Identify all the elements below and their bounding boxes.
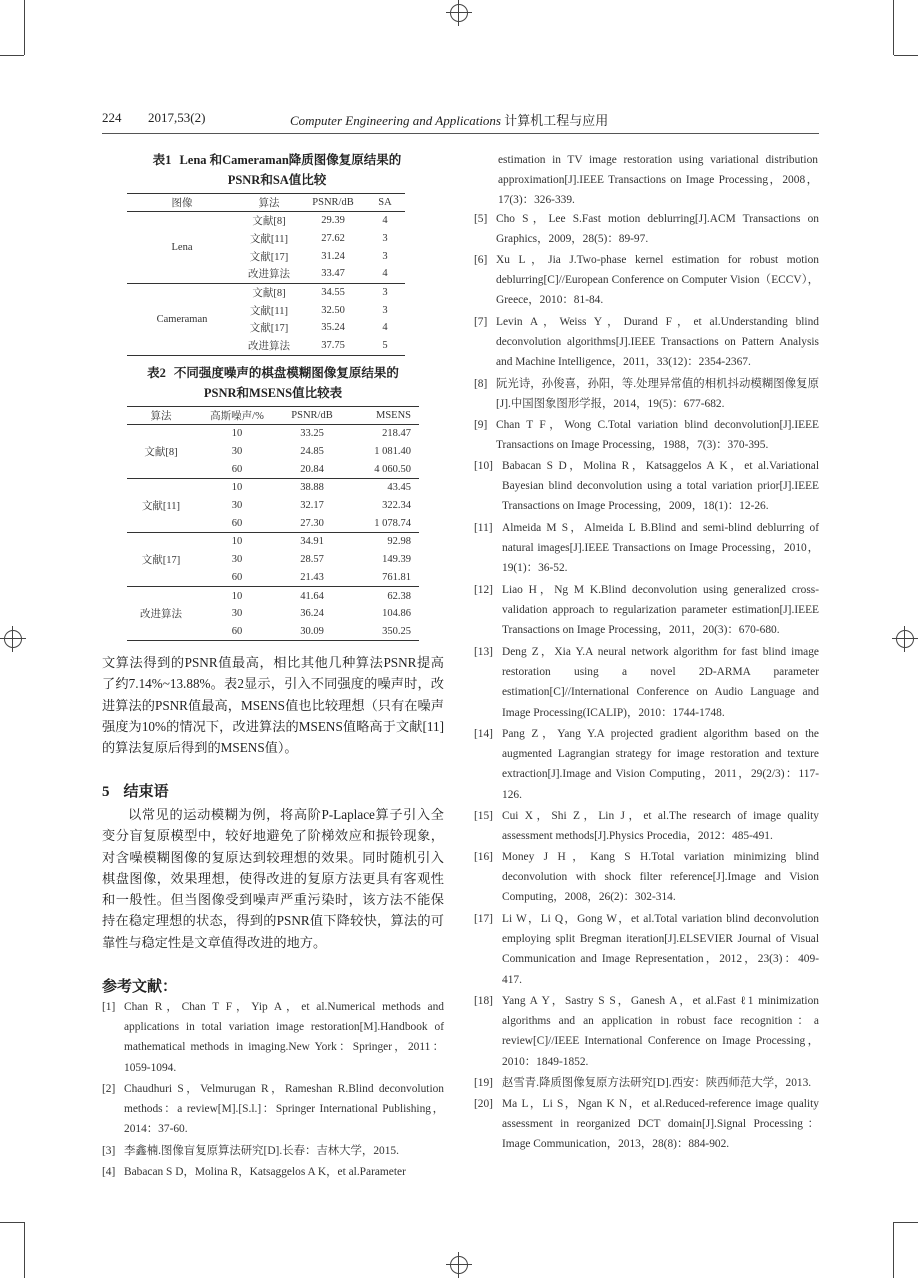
algorithm-cell: 文献[8]	[237, 283, 301, 301]
msens-cell: 62.38	[345, 587, 419, 605]
crop-mark	[24, 1222, 25, 1278]
algorithm-cell: 文献[11]	[127, 479, 195, 533]
psnr-cell: 27.30	[300, 517, 324, 529]
reference-text: Babacan S D，Molina R，Katsaggelos A K，et al.Variational Bayesian blind deconvolution using a total variation prior[J].IEEE Transactions on Image Processing，2009，18(1)：12-26.	[502, 460, 819, 513]
algorithm-cell: 改进算法	[237, 337, 301, 355]
reference-number: [8]	[474, 378, 488, 390]
noise-cell: 60	[231, 517, 243, 529]
algorithm-cell: 文献[8]	[252, 216, 286, 228]
journal-title-cn: 计算机工程与应用	[504, 113, 609, 128]
reference-number: [7]	[474, 316, 488, 328]
algorithm-cell: 文献[17]	[249, 323, 289, 335]
psnr-cell: 20.84	[300, 463, 324, 475]
table-header: MSENS	[345, 407, 419, 425]
table2-caption-line1: 不同强度噪声的棋盘模糊图像复原结果的	[173, 366, 399, 380]
psnr-cell: 32.17	[300, 500, 324, 512]
section-title: 结束语	[123, 784, 169, 800]
table2-caption-line2: PSNR和MSENS值比较表	[203, 386, 343, 400]
registration-mark-icon	[446, 1252, 472, 1278]
reference-item	[474, 724, 819, 805]
reference-number: [5]	[474, 213, 488, 225]
noise-cell: 60	[231, 571, 243, 583]
msens-cell: 4 060.50	[374, 463, 411, 475]
noise-cell: 10	[195, 587, 279, 605]
table-row	[127, 283, 405, 301]
noise-cell: 10	[231, 428, 243, 440]
reference-number: [2]	[102, 1083, 116, 1095]
crop-mark	[893, 0, 894, 55]
reference-number: [15]	[474, 810, 493, 822]
reference-text: Chan T F，Wong C.Total variation blind deconvolution[J].IEEE Transactions on Image Processing，1988，7(3)：370-395.	[496, 419, 819, 452]
reference-item	[474, 991, 819, 1072]
noise-cell: 30	[231, 446, 243, 458]
reference-text: Ma L，Li S，Ngan K N，et al.Reduced-reference image quality assessment in reorganized DCT domain[J].Signal Processing：Image Communication，2013，28(8)：884-902.	[502, 1098, 819, 1151]
reference-number: [19]	[474, 1077, 493, 1089]
psnr-cell: 30.09	[279, 623, 345, 641]
table1	[127, 193, 405, 356]
reference-item	[474, 580, 819, 641]
psnr-cell: 27.62	[321, 233, 345, 245]
reference-text: Yang A Y，Sastry S S，Ganesh A，et al.Fast ℓ1 minimization algorithms and an application in robust face recognition：a review[C]//IEEE International Conference on Image Processing，2010：1849-1852.	[502, 995, 819, 1068]
sa-cell: 4	[382, 322, 388, 334]
sa-cell: 3	[382, 250, 388, 262]
noise-cell: 30	[231, 554, 243, 566]
reference-text: Babacan S D，Molina R，Katsaggelos A K，et al.Parameter	[124, 1166, 406, 1178]
crop-mark	[894, 55, 918, 56]
table-header: PSNR/dB	[301, 194, 365, 212]
noise-cell: 60	[195, 623, 279, 641]
header-rule	[102, 133, 819, 134]
psnr-cell: 33.47	[321, 268, 345, 280]
msens-cell: 104.86	[382, 608, 411, 620]
crop-mark	[893, 1222, 894, 1278]
table-header: SA	[365, 194, 405, 212]
algorithm-cell: 文献[11]	[249, 234, 289, 246]
table2-caption	[127, 363, 419, 403]
psnr-cell: 24.85	[300, 446, 324, 458]
msens-cell: 92.98	[345, 533, 419, 551]
reference-item	[474, 415, 819, 455]
reference-number: [11]	[474, 522, 493, 534]
reference-text: Almeida M S，Almeida L B.Blind and semi-blind deblurring of natural images[J].IEEE Transactions on Image Processing，2010，19(1)：36-52.	[502, 522, 819, 575]
reference-item	[474, 518, 819, 579]
noise-cell: 10	[195, 533, 279, 551]
psnr-cell: 29.39	[321, 215, 345, 227]
reference-item	[102, 1141, 444, 1161]
reference-number: [18]	[474, 995, 493, 1007]
reference-text: Chan R，Chan T F，Yip A，et al.Numerical methods and applications in total variation image restoration[M].Handbook of mathematical methods in imaging.New York：Springer，2011：1059-1094.	[124, 1001, 444, 1074]
msens-cell: 149.39	[382, 554, 411, 566]
journal-title	[290, 110, 608, 129]
crop-mark	[0, 55, 24, 56]
noise-cell: 30	[231, 608, 243, 620]
sa-cell: 4	[382, 268, 388, 280]
reference-number: [3]	[102, 1145, 116, 1157]
reference-number: [20]	[474, 1098, 493, 1110]
psnr-cell: 35.24	[321, 322, 345, 334]
psnr-cell: 34.91	[279, 533, 345, 551]
reference-item	[474, 847, 819, 908]
algorithm-cell: 改进算法	[127, 587, 195, 641]
table-row	[127, 587, 419, 605]
table-row	[127, 425, 419, 443]
reference-item	[474, 1094, 819, 1155]
reference-item	[102, 997, 444, 1078]
table-header: 算法	[127, 407, 195, 425]
reference-number: [12]	[474, 584, 493, 596]
noise-cell: 30	[231, 500, 243, 512]
table-header: PSNR/dB	[279, 407, 345, 425]
msens-cell: 761.81	[382, 571, 411, 583]
reference-number: [9]	[474, 419, 488, 431]
conclusion-paragraph: 以常见的运动模糊为例，将高阶P-Laplace算子引入全变分盲复原模型中，较好地避免了阶梯效应和振铃现象，对含噪模糊图像的复原达到较理想的效果。同时随机引入棋盘图像，效果理想，使得改进的复原方法更具有客观性和一般性。但当图像受到噪声严重污染时，该方法不能保持在稳定理想的状态，得到的PSNR值下降较快，算法的可靠性与稳定性是文章值得改进的地方。	[102, 807, 444, 950]
reference-item	[474, 374, 819, 414]
table-row	[127, 212, 405, 230]
crop-mark	[894, 1222, 918, 1223]
reference-item	[474, 642, 819, 723]
reference-text: Deng Z，Xia Y.A neural network algorithm for fast blind image restoration using a novel 2D-ARMA parameter estimation[C]//International Conference on Audio Language and Image Processing(ICALIP)，2010：1744-1748.	[502, 646, 819, 719]
reference-text: Li W，Li Q，Gong W，et al.Total variation blind deconvolution employing split Bregman iteration[J].ELSEVIER Journal of Visual Communication and Image Representation，2012，23(3)：409-417.	[502, 913, 819, 986]
reference-number: [16]	[474, 851, 493, 863]
table2	[127, 406, 419, 641]
reference-text: 李鑫楠.图像盲复原算法研究[D].长春：吉林大学，2015.	[124, 1145, 399, 1157]
sa-cell: 4	[382, 215, 388, 227]
psnr-cell: 41.64	[279, 587, 345, 605]
noise-cell: 10	[195, 479, 279, 497]
reference-number: [13]	[474, 646, 493, 658]
reference-item	[474, 456, 819, 517]
table1-caption	[127, 150, 427, 190]
sa-cell: 5	[365, 337, 405, 355]
section-number: 5	[102, 784, 110, 800]
sa-cell: 3	[382, 233, 388, 245]
algorithm-cell: 文献[8]	[144, 447, 178, 459]
reference-item	[474, 312, 819, 373]
msens-cell: 1 078.74	[374, 517, 411, 529]
reference-item	[474, 250, 819, 311]
algorithm-cell: 文献[11]	[249, 305, 289, 317]
psnr-cell: 34.55	[301, 283, 365, 301]
msens-cell: 218.47	[382, 428, 411, 440]
table1-caption-line1: Lena 和Cameraman降质图像复原结果的	[179, 153, 402, 167]
reference-text: Levin A，Weiss Y，Durand F，et al.Understanding blind deconvolution algorithms[J].IEEE Transactions on Pattern Analysis and Machine Intelligence，2011，33(12)：2354-2367.	[496, 316, 819, 369]
reference-number: [4]	[102, 1166, 116, 1178]
registration-mark-icon	[446, 0, 472, 26]
reference-number: [14]	[474, 728, 493, 740]
table2-label: 表2	[147, 366, 166, 380]
reference-item	[474, 1073, 819, 1093]
crop-mark	[0, 1222, 24, 1223]
algorithm-cell: 改进算法	[248, 269, 290, 281]
psnr-cell: 37.75	[301, 337, 365, 355]
reference-text: Pang Z，Yang Y.A projected gradient algorithm based on the augmented Lagrangian strategy for image restoration and texture extraction[J].Image and Vision Computing，2011，29(2/3)：117-126.	[502, 728, 819, 801]
table-header: 高斯噪声/%	[195, 407, 279, 425]
msens-cell: 322.34	[382, 500, 411, 512]
registration-mark-icon	[0, 626, 26, 652]
msens-cell: 1 081.40	[374, 446, 411, 458]
body-paragraph: 文算法得到的PSNR值最高，相比其他几种算法PSNR提高了约7.14%~13.88%。表2显示，引入不同强度的噪声时，改进算法的PSNR值最高，MSENS值也比较理想（只有在噪声强度为10%的情况下，改进算法的MSENS值略高于文献[11]的算法复原后得到的MSENS值）。	[102, 655, 444, 756]
sa-cell: 3	[382, 304, 388, 316]
reference-item	[102, 1162, 444, 1182]
reference-number: [6]	[474, 254, 488, 266]
reference-item	[102, 1079, 444, 1140]
reference-number: [17]	[474, 913, 493, 925]
reference-item	[474, 909, 819, 990]
psnr-cell: 28.57	[300, 554, 324, 566]
table-row	[127, 533, 419, 551]
reference-number: [10]	[474, 460, 493, 472]
table1-caption-line2: PSNR和SA值比较	[227, 173, 327, 187]
msens-cell: 43.45	[345, 479, 419, 497]
table-row	[127, 479, 419, 497]
reference-number: [1]	[102, 1001, 116, 1013]
running-header	[102, 110, 819, 130]
reference-text: 赵雪青.降质图像复原方法研究[D].西安：陕西师范大学，2013.	[502, 1077, 812, 1089]
reference-text: Liao H，Ng M K.Blind deconvolution using generalized cross-validation approach to regularization parameter estimation[J].IEEE Transactions on Image Processing，2011，20(3)：670-680.	[502, 584, 819, 637]
registration-mark-icon	[892, 626, 918, 652]
psnr-cell: 21.43	[300, 571, 324, 583]
reference-item	[474, 209, 819, 249]
table-header: 图像	[127, 194, 237, 212]
image-name-cell: Lena	[171, 241, 193, 253]
noise-cell: 60	[231, 463, 243, 475]
psnr-cell: 33.25	[300, 428, 324, 440]
table1-label: 表1	[152, 153, 172, 167]
crop-mark	[24, 0, 25, 55]
reference-text: Money J H，Kang S H.Total variation minimizing blind deconvolution with shock filter reference[J].Image and Vision Computing，2008，26(2)：302-314.	[502, 851, 819, 904]
section-heading	[102, 780, 169, 801]
reference-text: Cho S，Lee S.Fast motion deblurring[J].ACM Transactions on Graphics，2009，28(5)：89-97.	[496, 213, 819, 246]
sa-cell: 3	[365, 283, 405, 301]
algorithm-cell: 文献[17]	[127, 533, 195, 587]
page-number: 224	[102, 110, 122, 125]
msens-cell: 350.25	[345, 623, 419, 641]
algorithm-cell: 文献[17]	[249, 251, 289, 263]
reference-text: Cui X，Shi Z，Lin J，et al.The research of image quality assessment methods[J].Physics Procedia，2012：485-491.	[502, 810, 819, 843]
journal-title-en: Computer Engineering and Applications	[290, 113, 501, 128]
references-heading: 参考文献：	[102, 979, 178, 995]
table-header: 算法	[237, 194, 301, 212]
psnr-cell: 31.24	[321, 250, 345, 262]
reference-text: Xu L，Jia J.Two-phase kernel estimation for robust motion deblurring[C]//European Conference on Computer Vision（ECCV），Greece，2010：81-84.	[496, 254, 819, 307]
reference-item	[474, 806, 819, 846]
issue-info: 2017,53(2)	[148, 110, 206, 125]
psnr-cell: 38.88	[279, 479, 345, 497]
reference-text: Chaudhuri S，Velmurugan R，Rameshan R.Blind deconvolution methods：a review[M].[S.l.]：Springer International Publishing，2014：37-60.	[124, 1083, 444, 1136]
image-name-cell: Cameraman	[127, 283, 237, 355]
reference-continuation: estimation in TV image restoration using variational distribution approximation[J].IEEE Transactions on Image Processing，2008，17(3)：326-339.	[498, 154, 818, 207]
psnr-cell: 32.50	[321, 304, 345, 316]
reference-text: 阮光诗，孙俊喜，孙阳，等.处理异常值的相机抖动模糊图像复原[J].中国图象图形学报，2014，19(5)：677-682.	[496, 378, 819, 411]
psnr-cell: 36.24	[300, 608, 324, 620]
